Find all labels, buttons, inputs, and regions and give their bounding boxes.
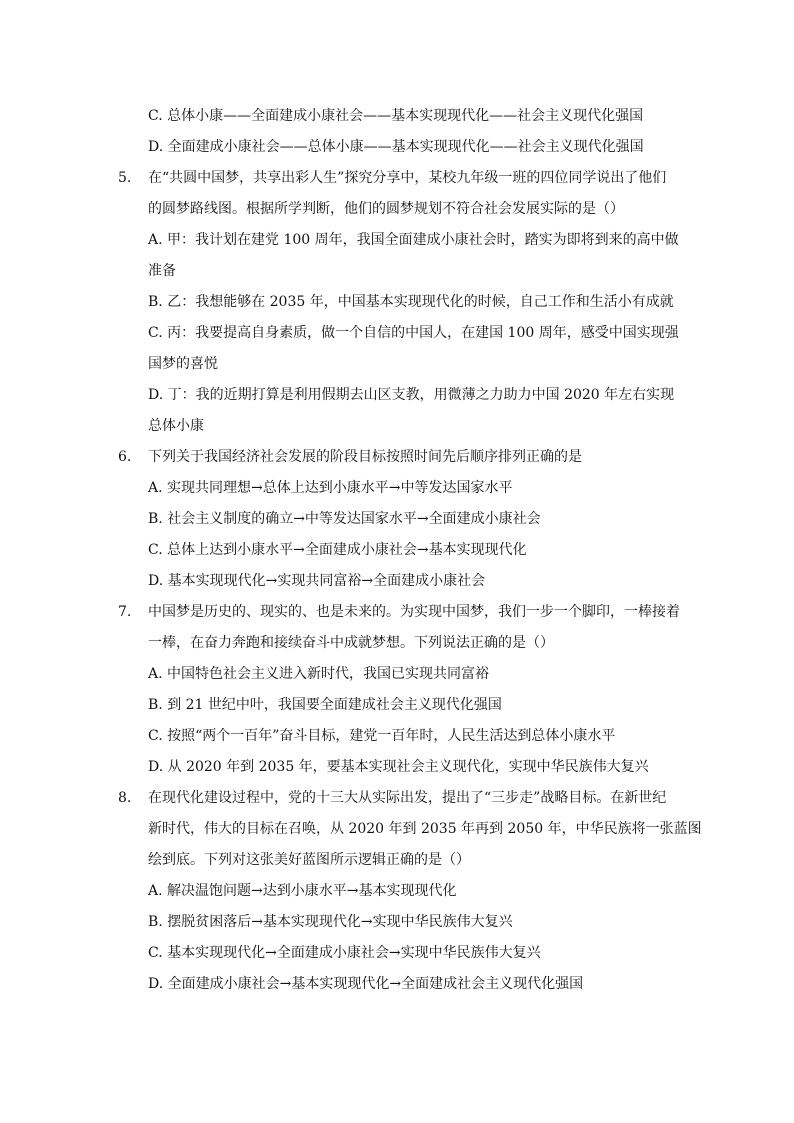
answer-option: A. 甲：我计划在建党 100 周年，我国全面建成小康社会时，踏实为即将到来的高中做 (148, 232, 679, 248)
answer-option: B. 社会主义制度的确立→中等发达国家水平→全面建成小康社会 (148, 511, 541, 527)
answer-option: D. 基本实现现代化→实现共同富裕→全面建成小康社会 (148, 573, 486, 589)
answer-option: D. 丁：我的近期打算是利用假期去山区支教，用微薄之力助力中国 2020 年左右实现 (148, 387, 675, 403)
question-content (118, 101, 702, 1000)
question-text: 在“共圆中国梦，共享出彩人生”探究分享中，某校九年级一班的四位同学说出了他们 (148, 170, 667, 186)
answer-option: C. 总体上达到小康水平→全面建成小康社会→基本实现现代化 (148, 542, 527, 558)
text-continuation: 绘到底。下列对这张美好蓝图所示逻辑正确的是（） (148, 852, 470, 868)
answer-option: C. 丙：我要提高自身素质，做一个自信的中国人，在建国 100 周年，感受中国实现强 (148, 325, 679, 341)
text-continuation: 一棒，在奋力奔跑和接续奋斗中成就梦想。下列说法正确的是（） (148, 635, 554, 651)
answer-option: D. 全面建成小康社会→基本实现现代化→全面建成社会主义现代化强国 (148, 976, 584, 992)
question-number: 6. (118, 449, 132, 465)
question-stem (118, 163, 678, 194)
question-stem (118, 597, 678, 628)
answer-option: A. 解决温饱问题→达到小康水平→基本实现现代化 (148, 883, 457, 899)
text-continuation: 国梦的喜悦 (148, 356, 218, 372)
question-number: 8. (118, 790, 132, 806)
answer-option: B. 乙：我想能够在 2035 年，中国基本实现现代化的时候，自己工作和生活小有成就 (148, 294, 674, 310)
question-text: 中国梦是历史的、现实的、也是未来的。为实现中国梦，我们一步一个脚印，一棒接着 (148, 604, 680, 620)
question-stem (118, 442, 678, 473)
text-continuation: 的圆梦路线图。根据所学判断，他们的圆梦规划不符合社会发展实际的是（） (148, 201, 624, 217)
question-number: 7. (118, 604, 132, 620)
question-number: 5. (118, 170, 132, 186)
answer-option: C. 基本实现现代化→全面建成小康社会→实现中华民族伟大复兴 (148, 945, 541, 961)
answer-option: A. 中国特色社会主义进入新时代，我国已实现共同富裕 (148, 666, 490, 682)
question-text: 在现代化建设过程中，党的十三大从实际出发，提出了“三步走”战略目标。在新世纪 (148, 790, 667, 806)
answer-option: C. 总体小康——全面建成小康社会——基本实现现代化——社会主义现代化强国 (148, 108, 644, 124)
text-continuation: 新时代，伟大的目标在召唤，从 2020 年到 2035 年再到 2050 年，中华民族将一张蓝图 (148, 821, 702, 837)
text-continuation: 准备 (148, 263, 176, 279)
answer-option: D. 从 2020 年到 2035 年，要基本实现社会主义现代化，实现中华民族伟大复兴 (148, 759, 649, 775)
answer-option: B. 摆脱贫困落后→基本实现现代化→实现中华民族伟大复兴 (148, 914, 513, 930)
question-text: 下列关于我国经济社会发展的阶段目标按照时间先后顺序排列正确的是 (148, 449, 582, 465)
answer-option: C. 按照“两个一百年”奋斗目标，建党一百年时，人民生活达到总体小康水平 (148, 728, 616, 744)
text-continuation: 总体小康 (148, 418, 204, 434)
question-stem (118, 783, 678, 814)
answer-option: D. 全面建成小康社会——总体小康——基本实现现代化——社会主义现代化强国 (148, 139, 644, 155)
answer-option: A. 实现共同理想→总体上达到小康水平→中等发达国家水平 (148, 480, 513, 496)
answer-option: B. 到 21 世纪中叶，我国要全面建成社会主义现代化强国 (148, 697, 502, 713)
